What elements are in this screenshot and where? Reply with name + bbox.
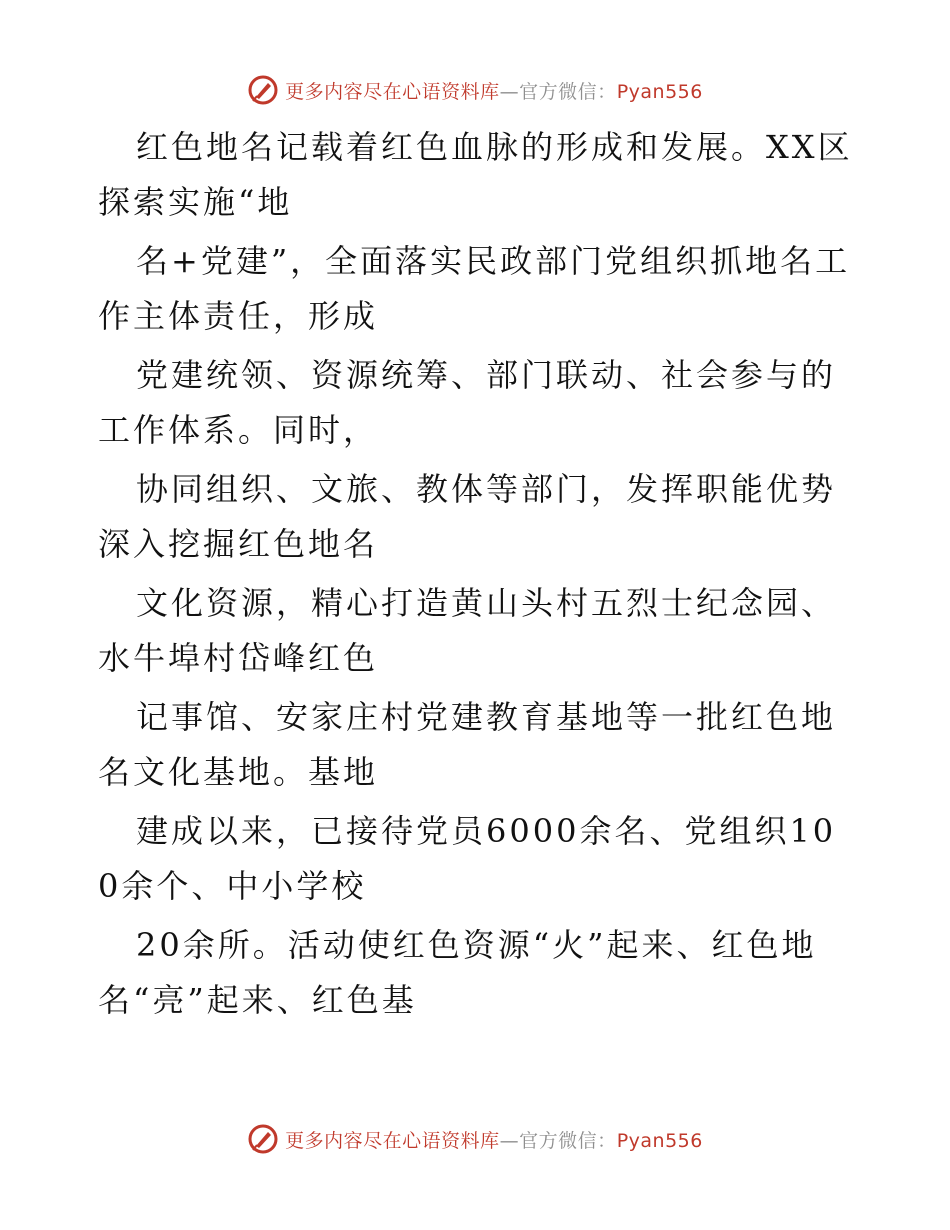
footer-watermark bbox=[0, 1119, 950, 1159]
quill-logo-icon bbox=[247, 74, 279, 106]
footer-brand: 更多内容尽在心语资料库 bbox=[285, 1129, 500, 1152]
document-body bbox=[98, 120, 858, 1032]
paragraph: 党建统领、资源统筹、部门联动、社会参与的工作体系。同时， bbox=[98, 356, 837, 449]
header-watermark bbox=[0, 70, 950, 110]
footer-dash: — bbox=[499, 1129, 520, 1152]
footer-contact-label: 官方微信： bbox=[519, 1129, 617, 1152]
paragraph: 记事馆、安家庄村党建教育基地等一批红色地名文化基地。基地 bbox=[98, 698, 837, 791]
paragraph: 协同组织、文旅、教体等部门，发挥职能优势深入挖掘红色地名 bbox=[98, 470, 837, 563]
footer-text bbox=[285, 1126, 703, 1153]
header-text bbox=[285, 77, 703, 104]
paragraph: 建成以来，已接待党员6000余名、党组织100余个、中小学校 bbox=[98, 812, 837, 905]
paragraph: 20余所。活动使红色资源“火”起来、红色地名“亮”起来、红色基 bbox=[98, 926, 817, 1019]
quill-logo-icon bbox=[247, 1123, 279, 1155]
header-contact-label: 官方微信： bbox=[519, 80, 617, 103]
footer-contact-id: Pyan556 bbox=[616, 1129, 703, 1152]
header-brand: 更多内容尽在心语资料库 bbox=[285, 80, 500, 103]
header-contact-id: Pyan556 bbox=[616, 80, 703, 103]
paragraph: 红色地名记载着红色血脉的形成和发展。XX区探索实施“地 bbox=[98, 128, 853, 221]
paragraph: 名+党建”，全面落实民政部门党组织抓地名工作主体责任，形成 bbox=[98, 242, 851, 335]
paragraph: 文化资源，精心打造黄山头村五烈士纪念园、水牛埠村岱峰红色 bbox=[98, 584, 837, 677]
header-dash: — bbox=[499, 80, 520, 103]
